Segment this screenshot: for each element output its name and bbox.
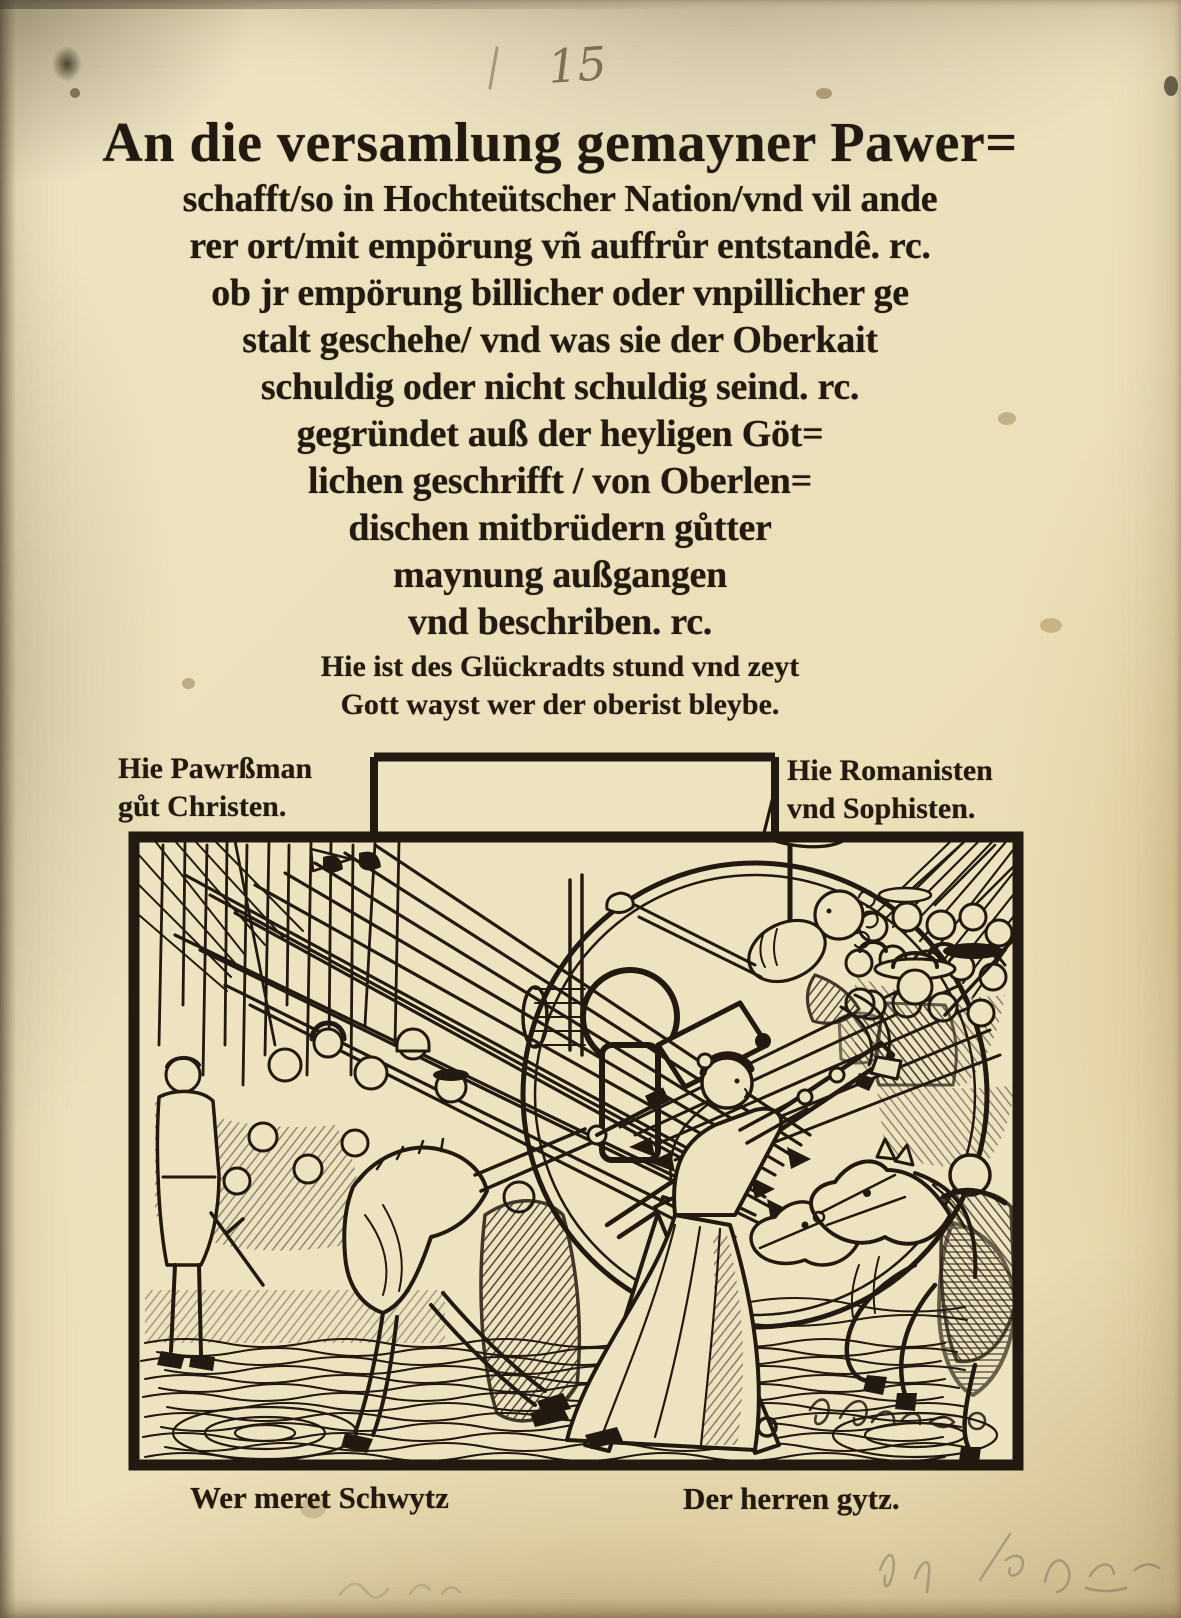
paper-edge-left — [0, 0, 16, 1618]
pencil-scribble — [860, 1520, 1170, 1610]
handwritten-page-number: 15 — [546, 36, 609, 94]
title-line: lichen geschrifft / von Oberlen= — [308, 460, 812, 502]
motto-line: Gott wayst wer der oberist bleybe. — [340, 688, 780, 721]
title-line: schafft/so in Hochteütscher Nation/vnd vil ande — [182, 178, 938, 220]
label-left-line2: gůt Christen. — [118, 790, 287, 823]
ink-blot — [52, 46, 82, 82]
label-right-line2: vnd Sophisten. — [787, 792, 976, 825]
stain — [816, 88, 832, 99]
pen-tick — [488, 46, 499, 90]
title-block — [20, 110, 1100, 646]
title-line: stalt geschehe/ vnd was sie der Oberkait — [242, 319, 878, 361]
stain — [70, 88, 80, 98]
title-line: rer ort/mit empörung vñ auffrůr entstandê. rc. — [189, 225, 931, 267]
motto-line: Hie ist des Glückradts stund vnd zeyt — [320, 650, 800, 683]
title-line: vnd beschriben. rc. — [408, 601, 712, 643]
robed-peasant — [481, 1182, 579, 1421]
label-left-line1: Hie Pawrßman — [118, 752, 313, 785]
paper-edge-top — [0, 0, 709, 9]
stain — [1164, 76, 1178, 96]
title-line: An die versamlung gemayner Pawer= — [102, 112, 1018, 174]
woodcut-illustration — [115, 745, 1030, 1480]
title-line: dischen mitbrüdern gůtter — [348, 507, 772, 549]
title-line: maynung außgangen — [393, 554, 727, 596]
title-line: schuldig oder nicht schuldig seind. rc. — [260, 366, 860, 408]
title-line: gegründet auß der heyligen Göt= — [296, 413, 824, 455]
title-line: ob jr empörung billicher oder vnpillicher ge — [211, 272, 909, 314]
label-right-line1: Hie Romanisten — [787, 754, 993, 787]
motto-block — [20, 648, 1100, 724]
woodcut-caption-right: Der herren gytz. — [683, 1481, 900, 1516]
paper-edge-bottom — [0, 1598, 1181, 1618]
woodcut-caption-left: Wer meret Schwytz — [190, 1480, 449, 1515]
